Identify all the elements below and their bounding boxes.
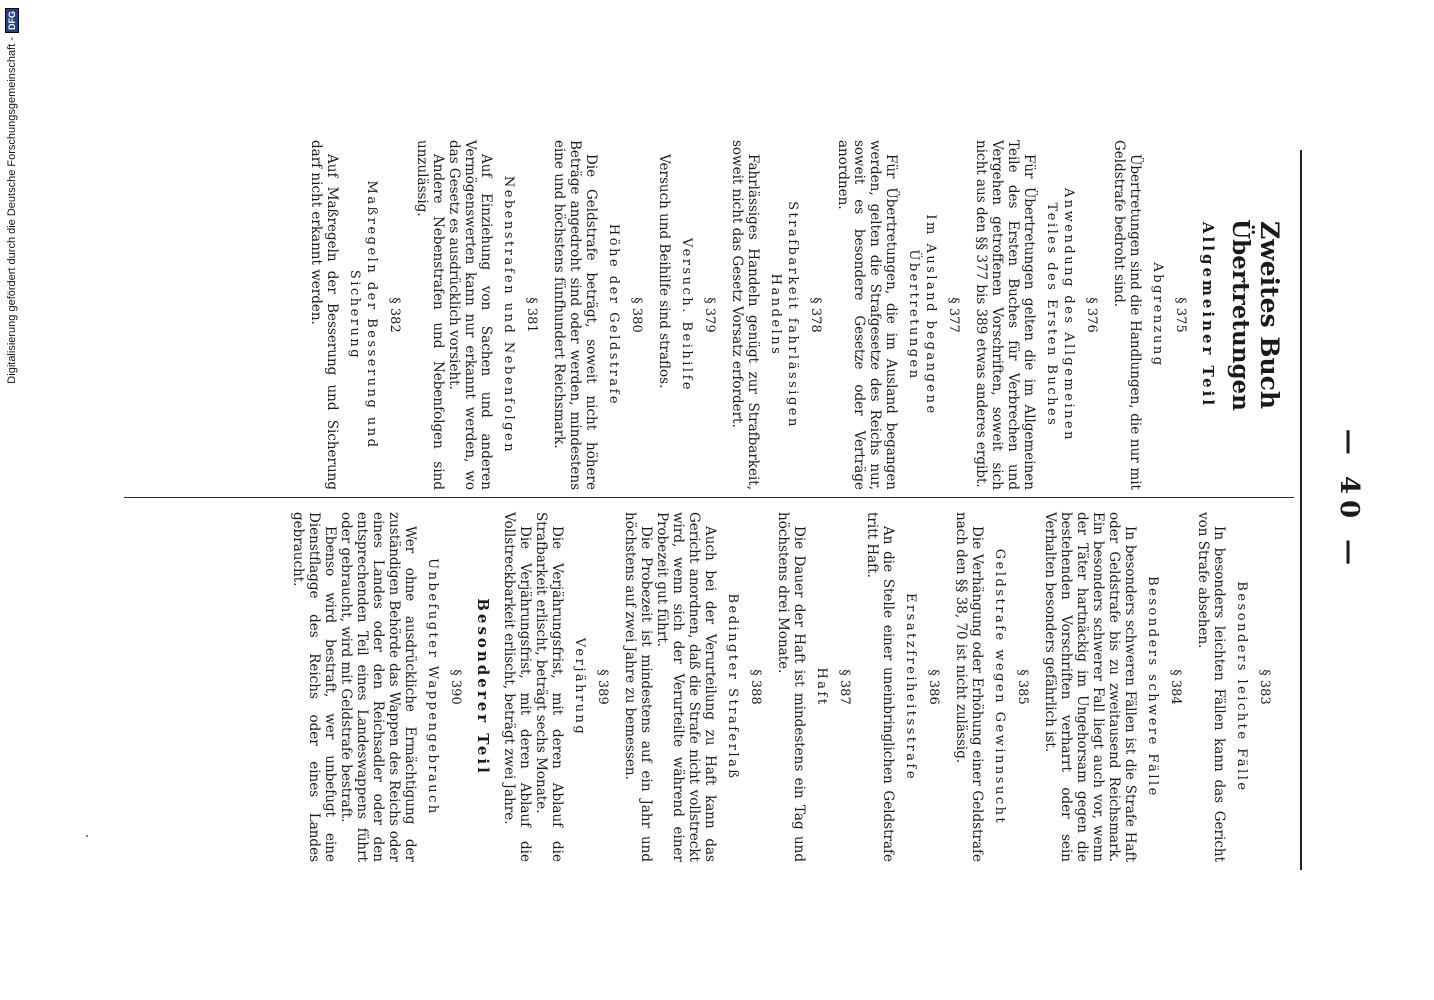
section-heading: Unbefugter Wappengebrauch [425,558,440,816]
section-number: § 380 [629,297,644,333]
section-number: § 387 [837,669,852,705]
section [501,512,610,862]
section [622,512,763,862]
section-text: Übertretungen sind die Handlungen, die nur mit Geldstrafe bedroht sind. [1111,140,1143,490]
section-text: Auf Einziehung von Sachen und anderen Vermögenswerten kann nur erkannt werden, wo das Gesetz es ausdrücklich vorsieht. [446,140,494,490]
section-number: § 379 [702,297,717,333]
section-number: § 382 [387,297,402,333]
left-sections [308,140,1188,490]
section-number: § 389 [595,669,610,705]
part-heading-general: Allgemeiner Teil [1199,221,1217,409]
section-number: § 377 [946,297,961,333]
section-heading: Versuch. Beihilfe [679,237,694,393]
section [290,512,463,862]
column-divider [124,497,1294,498]
section-text: Die Geldstrafe beträgt, soweit nicht höhere Beträge angedroht sind oder werden, mindestens eine und höchstens fünfhundert Reichsmark. [551,140,599,490]
section-heading: Ersatzfreiheitsstrafe [903,592,918,782]
section-heading: Maßregeln der Besserung und Sicherung [347,180,379,450]
right-sections [501,512,1272,862]
section-text: Auch bei der Verurteilung zu Haft kann das Gericht anordnen, daß die Strafe nicht vollstreckt wird, wenn sich der Verurteilte während einer Probezeit gut führt. [654,512,718,862]
section [656,140,717,490]
section-number: § 376 [1084,297,1099,333]
section-heading: Verjährung [572,637,587,737]
section [835,140,961,490]
right-column [290,512,1284,862]
section [864,512,941,862]
section-text: Die Dauer der Haft ist mindestens ein Tag und höchstens drei Monate. [775,512,807,862]
part-heading-special: Besonderer Teil [474,598,492,776]
section-heading: Besonders leichte Fälle [1234,581,1249,793]
section-number: § 381 [524,297,539,333]
section-number: § 388 [748,669,763,705]
section-text: Wer ohne ausdrückliche Ermächtigung der zuständigen Behörde das Wappen des Reichs oder eines Landes oder den Reichsadler oder den entsprechenden Teil eines Landeswappens führt oder gebraucht, wird mit Geldstrafe bestraft. [338,512,418,862]
section-text: Die Probezeit ist mindestens auf ein Jahr und höchstens auf zwei Jahre zu bemessen. [622,512,654,862]
section-number: § 390 [448,669,463,705]
section-number: § 378 [808,297,823,333]
section-text: An die Stelle einer uneinbringlichen Geldstrafe tritt Haft. [864,512,896,862]
section [953,512,1030,862]
section [973,140,1099,490]
section-heading: Geldstrafe wegen Gewinnsucht [992,548,1007,826]
section-number: § 386 [926,669,941,705]
section-number: § 385 [1015,669,1030,705]
section-text: In besonders leichten Fällen kann das Gericht von Strafe absehen. [1195,512,1227,862]
section-text: Ebenso wird bestraft, wer unbefugt eine Dienstflagge des Reichs oder eines Landes gebraucht. [290,512,338,862]
section-text: Die Verhängung oder Erhöhung einer Geldstrafe nach den §§ 38, 70 ist nicht zulässig. [953,512,985,862]
footer-text: Digitalisierung gefördert durch die Deutsche Forschungsgemeinschaft - [6,37,18,384]
scan-speck [86,835,88,837]
book-subtitle: Übertretungen [1227,219,1254,411]
section [308,140,402,490]
section-text: Andere Nebenstrafen und Nebenfolgen sind unzulässig. [414,140,446,490]
section [1111,140,1188,490]
section-text: Auf Maßregeln der Besserung und Sicherung darf nicht erkannt werden. [308,140,340,490]
section-heading: Nebenstrafen und Nebenfolgen [501,175,516,455]
section [775,512,852,862]
footer-attribution [2,8,22,988]
section [729,140,823,490]
header-rule [1300,150,1302,870]
section-text: Die Verjährungsfrist, mit deren Ablauf die Strafbarkeit erlischt, beträgt sechs Monate. [533,512,565,862]
section-heading: Bedingter Straferlaß [725,593,740,781]
section-text: Versuch und Beihilfe sind straflos. [656,154,672,389]
section-heading: Im Ausland begangene Übertretungen [906,214,938,416]
section-text: Für Übertretungen gelten die im Allgemeinen Teile des Ersten Buches für Verbrechen und Vergehen getroffenen Vorschriften, soweit sich nicht aus den §§ 377 bis 389 etwas anderes ergibt. [973,140,1037,490]
section-heading: Abgrenzung [1150,262,1165,368]
section-heading: Haft [814,667,829,707]
section-heading: Strafbarkeit fahrlässigen Handelns [768,201,800,429]
section-heading: Höhe der Geldstrafe [606,223,621,407]
section-text: Fahrlässiges Handeln genügt zur Strafbarkeit, soweit nicht das Gesetz Vorsatz erfordert. [729,140,761,490]
section-text: Die Verjährungsfrist, mit deren Ablauf die Vollstreckbarkeit erlischt, beträgt zwei Jahre. [501,512,533,862]
book-title: Zweites Buch [1255,220,1284,410]
section [1042,512,1183,862]
section-heading: Besonders schwere Fälle [1145,576,1160,798]
page-number: — 40 — [1334,428,1364,572]
section-heading: Anwendung des Allgemeinen Teiles des Ersten Buches [1044,187,1076,443]
left-column [308,140,1284,490]
section-text: Für Übertretungen, die im Ausland begangen werden, gelten die Strafgesetze des Reichs nur, soweit es besondere Gesetze oder Verträge anordnen. [835,140,899,490]
section-text: In besonders schweren Fällen ist die Strafe Haft oder Geldstrafe bis zu zweitausend Reichsmark. Ein besonders schwerer Fall liegt auch vor, wenn der Täter hartnäckig im Ungehorsam gegen die bestehenden Vorschriften verharrt oder sein Verhalten besonders gefährlich ist. [1042,512,1138,862]
section-number: § 384 [1168,669,1183,705]
section [414,140,539,490]
section-number: § 383 [1257,669,1272,705]
section-number: § 375 [1173,297,1188,333]
dfg-logo: DFG [5,8,19,33]
section [1195,512,1272,862]
section [551,140,644,490]
